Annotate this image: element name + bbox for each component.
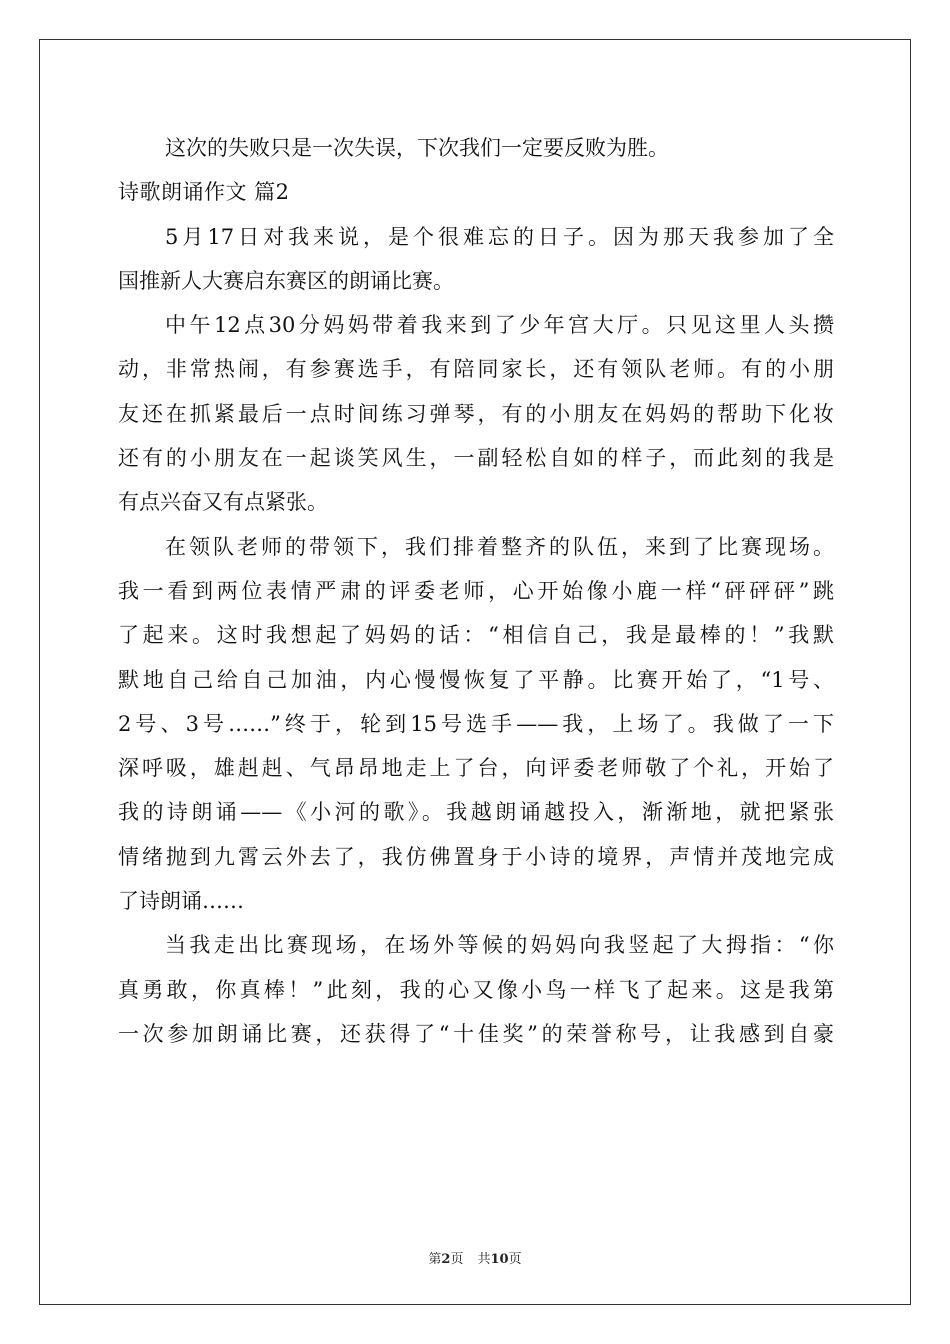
paragraph-4-line-2: 我一看到两位表情严肃的评委老师，心开始像小鹿一样“砰砰砰”跳 [118, 578, 834, 603]
footer-page-suffix: 页 [450, 1252, 464, 1267]
paragraph-2-line-1: 5月17日对我来说，是个很难忘的日子。因为那天我参加了全 [165, 224, 834, 249]
footer-page-number: 2 [441, 1252, 451, 1267]
paragraph-4-line-7: 我的诗朗诵——《小河的歌》。我越朗诵越投入，渐渐地，就把紧张 [118, 800, 834, 825]
paragraph-3-line-2: 动，非常热闹，有参赛选手，有陪同家长，还有领队老师。有的小朋 [118, 357, 834, 382]
paragraph-4-line-9: 了诗朗诵…… [118, 889, 244, 914]
paragraph-4-line-8: 情绪抛到九霄云外去了，我仿佛置身于小诗的境界，声情并茂地完成 [118, 844, 834, 869]
paragraph-3-line-5: 有点兴奋又有点紧张。 [118, 490, 328, 515]
paragraph-4-line-1: 在领队老师的带领下，我们排着整齐的队伍，来到了比赛现场。 [165, 534, 834, 559]
page-footer [0, 1248, 950, 1267]
paragraph-3-line-3: 友还在抓紧最后一点时间练习弹琴，有的小朋友在妈妈的帮助下化妆 [118, 401, 834, 426]
paragraph-4-line-5: 2号、3号……”终于，轮到15号选手——我，上场了。我做了一下 [118, 711, 834, 736]
paragraph-5-line-1: 当我走出比赛现场，在场外等候的妈妈向我竖起了大拇指：“你 [165, 933, 834, 958]
footer-page-prefix: 第 [428, 1252, 442, 1267]
paragraph-3-line-1: 中午12点30分妈妈带着我来到了少年宫大厅。只见这里人头攒 [165, 313, 834, 338]
paragraph-5-line-3: 一次参加朗诵比赛，还获得了“十佳奖”的荣誉称号，让我感到自豪 [118, 1021, 834, 1046]
paragraph-2-line-2: 国推新人大赛启东赛区的朗诵比赛。 [118, 268, 454, 293]
paragraph-1-line-1: 这次的失败只是一次失误，下次我们一定要反败为胜。 [165, 136, 669, 160]
paragraph-4-line-4: 默地自己给自己加油，内心慢慢恢复了平静。比赛开始了，“1号、 [118, 667, 834, 692]
footer-total-pages: 10 [490, 1252, 509, 1267]
document-body [118, 126, 834, 1056]
paragraph-4-line-6: 深呼吸，雄赳赳、气昂昂地走上了台，向评委老师敬了个礼，开始了 [118, 756, 834, 781]
section-heading: 诗歌朗诵作文 篇2 [118, 180, 290, 205]
footer-total-prefix: 共 [477, 1252, 491, 1267]
paragraph-3-line-4: 还有的小朋友在一起谈笑风生，一副轻松自如的样子，而此刻的我是 [118, 446, 834, 471]
footer-total-suffix: 页 [508, 1252, 522, 1267]
paragraph-5-line-2: 真勇敢，你真棒！”此刻，我的心又像小鸟一样飞了起来。这是我第 [118, 977, 834, 1002]
paragraph-4-line-3: 了起来。这时我想起了妈妈的话：“相信自己，我是最棒的！”我默 [118, 623, 834, 648]
